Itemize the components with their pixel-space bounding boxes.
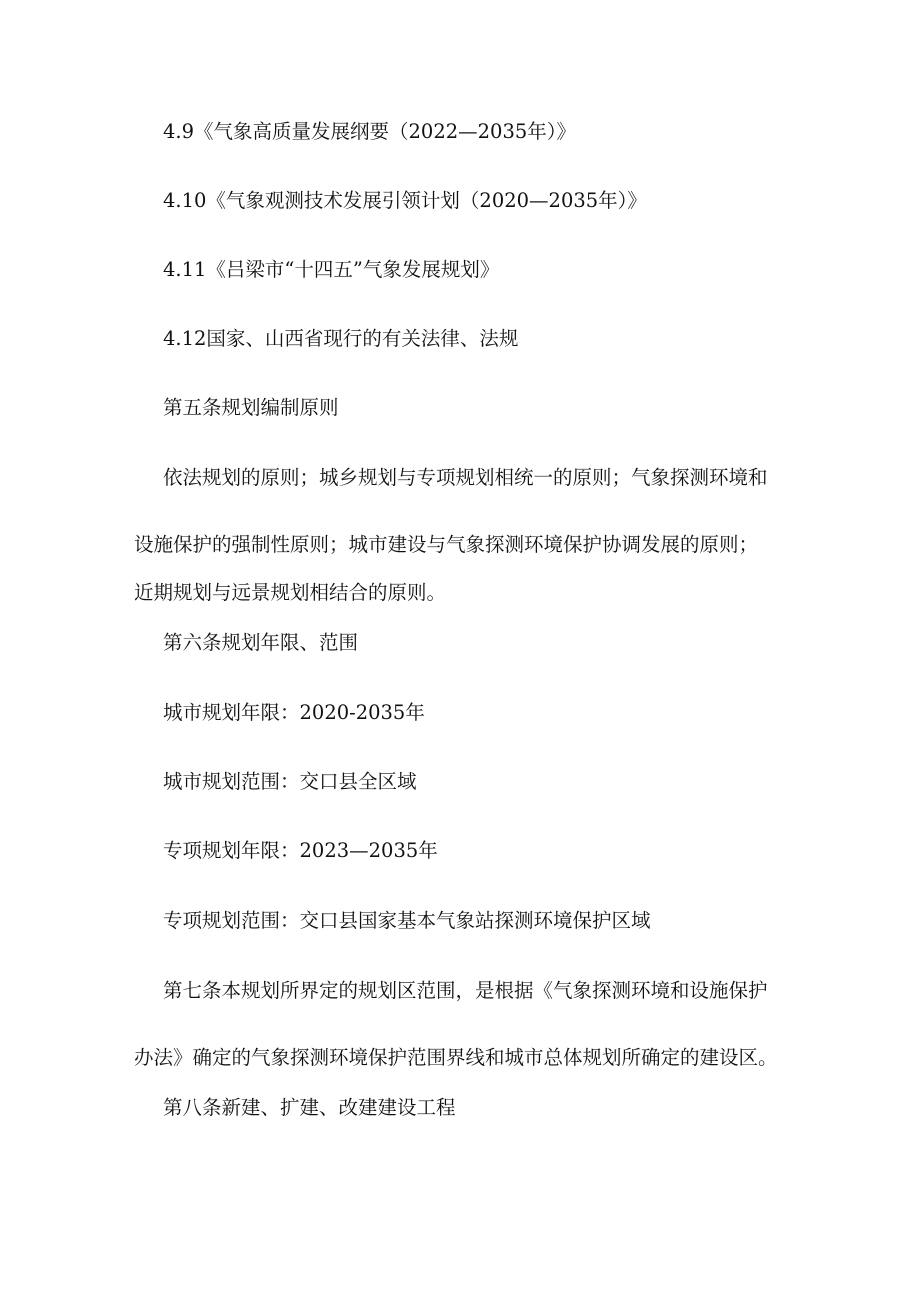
special-planning-period: 专项规划年限：2023—2035年 <box>163 839 438 862</box>
article-7-line-1: 第七条本规划所界定的规划区范围，是根据《气象探测环境和设施保护 <box>163 979 768 1002</box>
article-5-heading: 第五条规划编制原则 <box>163 396 339 419</box>
special-planning-scope: 专项规划范围：交口县国家基本气象站探测环境保护区域 <box>163 909 651 932</box>
principles-line-1: 依法规划的原则；城乡规划与专项规划相统一的原则；气象探测环境和 <box>163 466 768 489</box>
article-6-heading: 第六条规划年限、范围 <box>163 631 359 654</box>
reference-item-4-12: 4.12国家、山西省现行的有关法律、法规 <box>163 327 519 350</box>
city-planning-period: 城市规划年限：2020-2035年 <box>163 701 425 724</box>
reference-item-4-10: 4.10《气象观测技术发展引领计划（2020—2035年）》 <box>163 189 647 212</box>
reference-item-4-9: 4.9《气象高质量发展纲要（2022—2035年）》 <box>163 120 577 143</box>
reference-item-4-11: 4.11《吕梁市“十四五”气象发展规划》 <box>163 258 500 281</box>
principles-line-3: 近期规划与远景规划相结合的原则。 <box>134 580 447 604</box>
principles-line-2: 设施保护的强制性原则；城市建设与气象探测环境保护协调发展的原则； <box>134 532 759 556</box>
article-8-heading: 第八条新建、扩建、改建建设工程 <box>163 1096 456 1119</box>
city-planning-scope: 城市规划范围：交口县全区域 <box>163 770 417 793</box>
article-7-line-2: 办法》确定的气象探测环境保护范围界线和城市总体规划所确定的建设区。 <box>134 1045 778 1069</box>
